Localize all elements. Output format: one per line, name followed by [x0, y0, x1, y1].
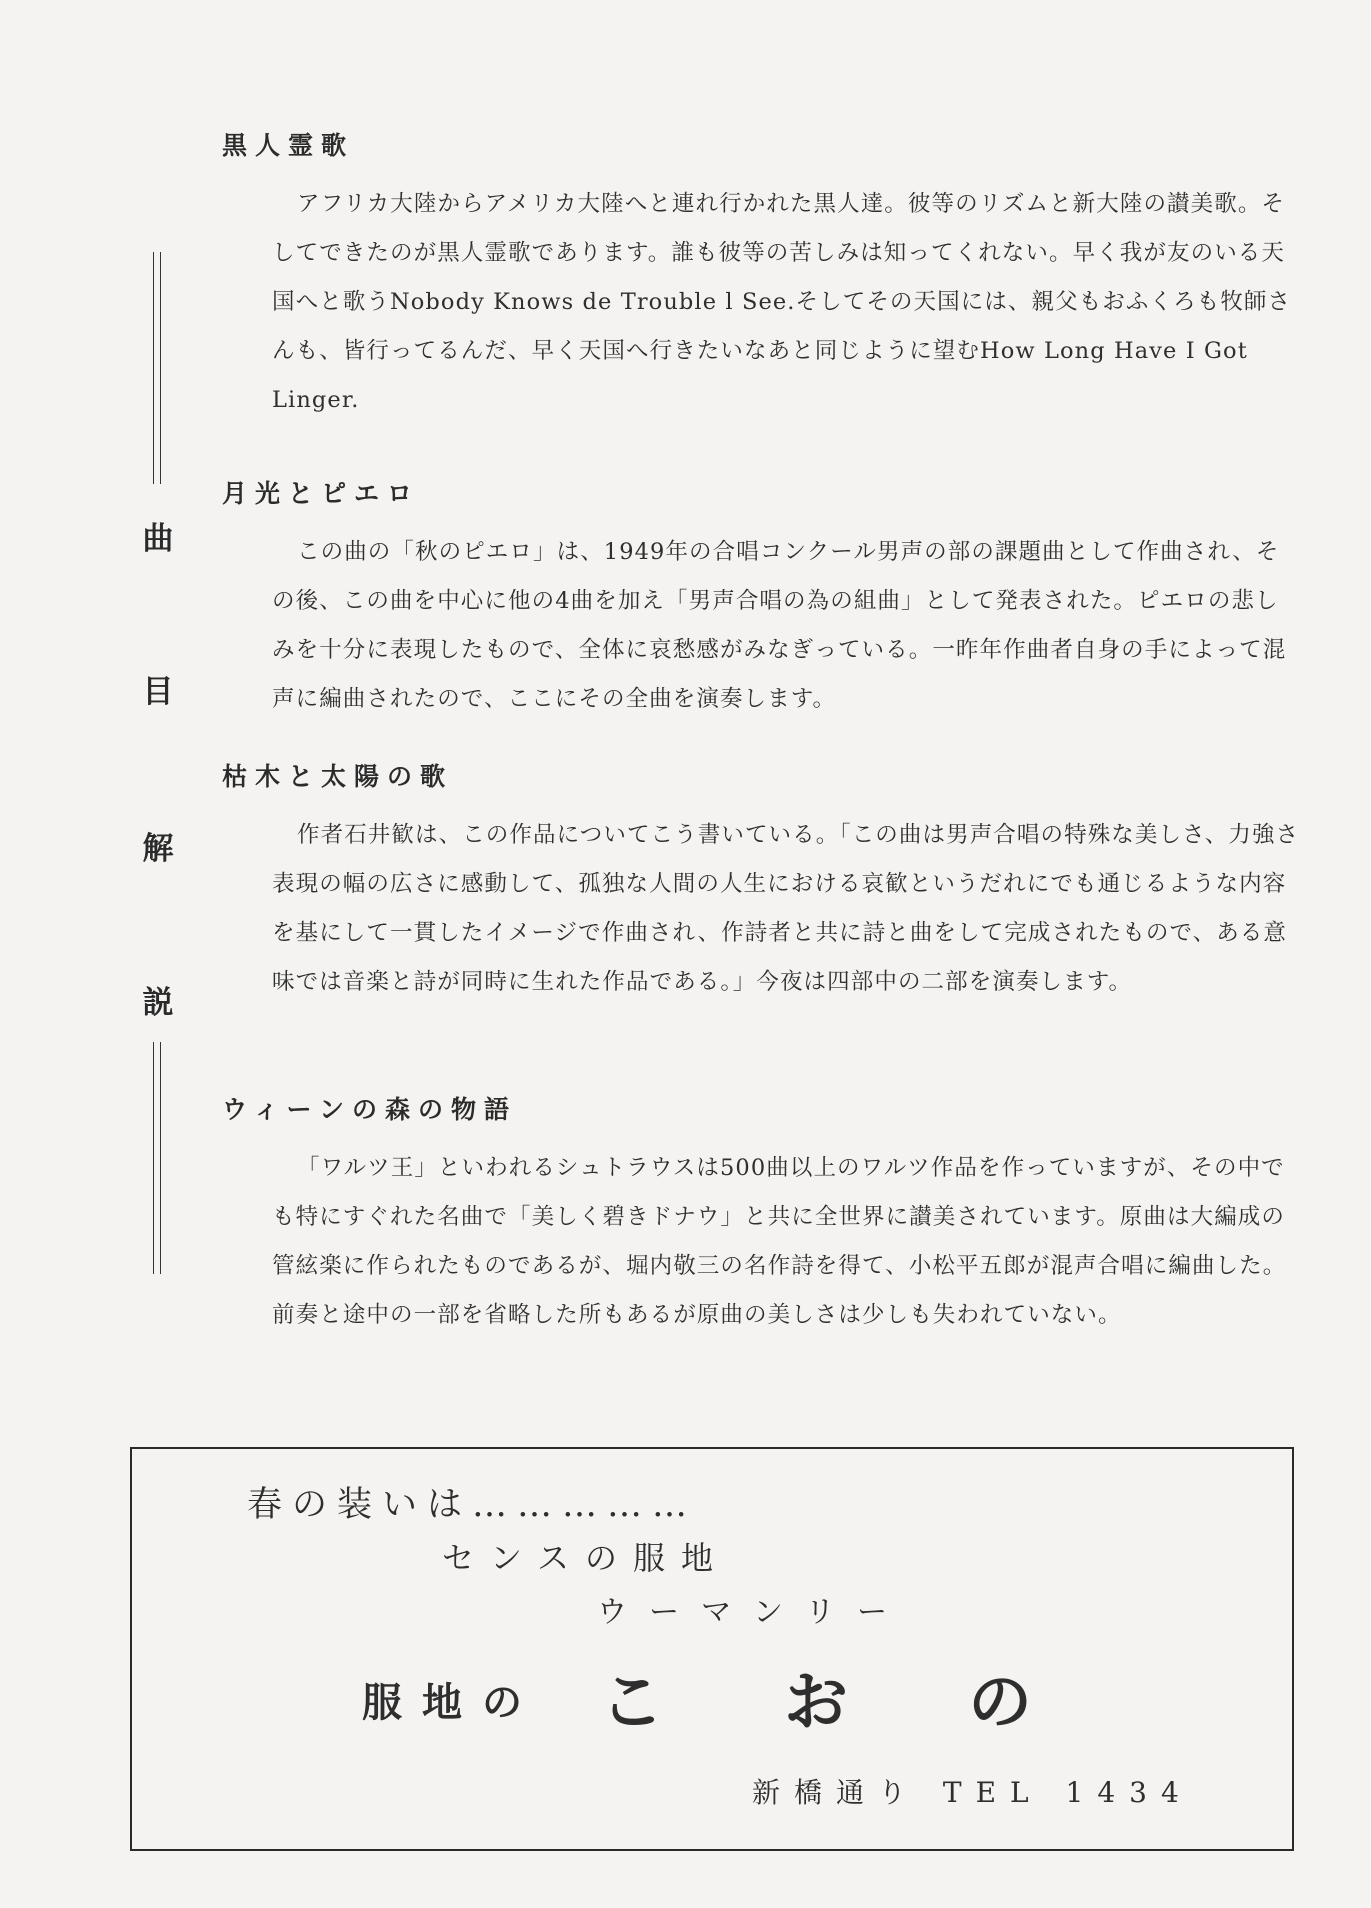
side-label-char-4: 説 [142, 985, 174, 1021]
ad-shop-name: こおの [600, 1666, 1152, 1740]
ad-address: 新橋通り TEL 1434 [752, 1776, 1193, 1809]
section-body: 作者石井歓は、この作品についてこう書いている。「この曲は男声合唱の特殊な美しさ、力強さ表現の幅の広さに感動して、孤独な人間の人生における哀歓というだれにでも通じるような内容を基にして一貫したイメージで作曲され、作詩者と共に詩と曲をして完成されたもので、ある意味では音楽と詩が同時に生れた作品である。」今夜は四部中の二部を演奏します。 [272, 822, 1300, 995]
ad-tagline: 春の装いは…………… [247, 1485, 698, 1525]
ad-shop-prefix: 服地の [362, 1679, 542, 1726]
ad-brand: ウーマンリー [597, 1595, 909, 1630]
side-label-rule-top [153, 252, 161, 484]
side-label-char-2: 目 [142, 674, 174, 710]
section-title: 黒人霊歌 [222, 131, 355, 160]
section-body: この曲の「秋のピエロ」は、1949年の合唱コンクール男声の部の課題曲として作曲され、その後、この曲を中心に他の4曲を加え「男声合唱の為の組曲」として発表された。ピエロの悲しみを十分に表現したもので、全体に哀愁感がみなぎっている。一昨年作曲者自身の手によって混声に編曲されたので、ここにその全曲を演奏します。 [272, 539, 1287, 712]
section-title: ウィーンの森の物語 [222, 1095, 518, 1124]
section-negro-spirituals [222, 126, 1302, 425]
section-title: 月光とピエロ [222, 479, 421, 508]
section-vienna-woods [222, 1090, 1302, 1340]
section-moonlight-and-pierrot [222, 474, 1302, 724]
side-label-rule-bottom [153, 1042, 161, 1274]
section-title: 枯木と太陽の歌 [222, 762, 454, 791]
section-body: 「ワルツ王」といわれるシュトラウスは500曲以上のワルツ作品を作っていますが、その中でも特にすぐれた名曲で「美しく碧きドナウ」と共に全世界に讃美されています。原曲は大編成の管絃楽に作られたものであるが、堀内敬三の名作詩を得て、小松平五郎が混声合唱に編曲した。前奏と途中の一部を省略した所もあるが原曲の美しさは少しも失われていない。 [272, 1155, 1287, 1328]
side-label-char-3: 解 [142, 831, 174, 867]
side-label-char-1: 曲 [142, 521, 174, 557]
section-body: アフリカ大陸からアメリカ大陸へと連れ行かれた黒人達。彼等のリズムと新大陸の讃美歌。そしてできたのが黒人霊歌であります。誰も彼等の苦しみは知ってくれない。早く我が友のいる天国へと歌うNobody Knows de Trouble l See.そしてその天国には、親父もおふくろも牧師さんも、皆行ってるんだ、早く天国へ行きたいなあと同じように望むHow Long Have I Got Linger. [272, 191, 1292, 413]
section-dead-tree-and-sun [222, 757, 1302, 1007]
fabric-shop-advertisement [130, 1447, 1294, 1851]
ad-subline: センスの服地 [442, 1539, 730, 1577]
